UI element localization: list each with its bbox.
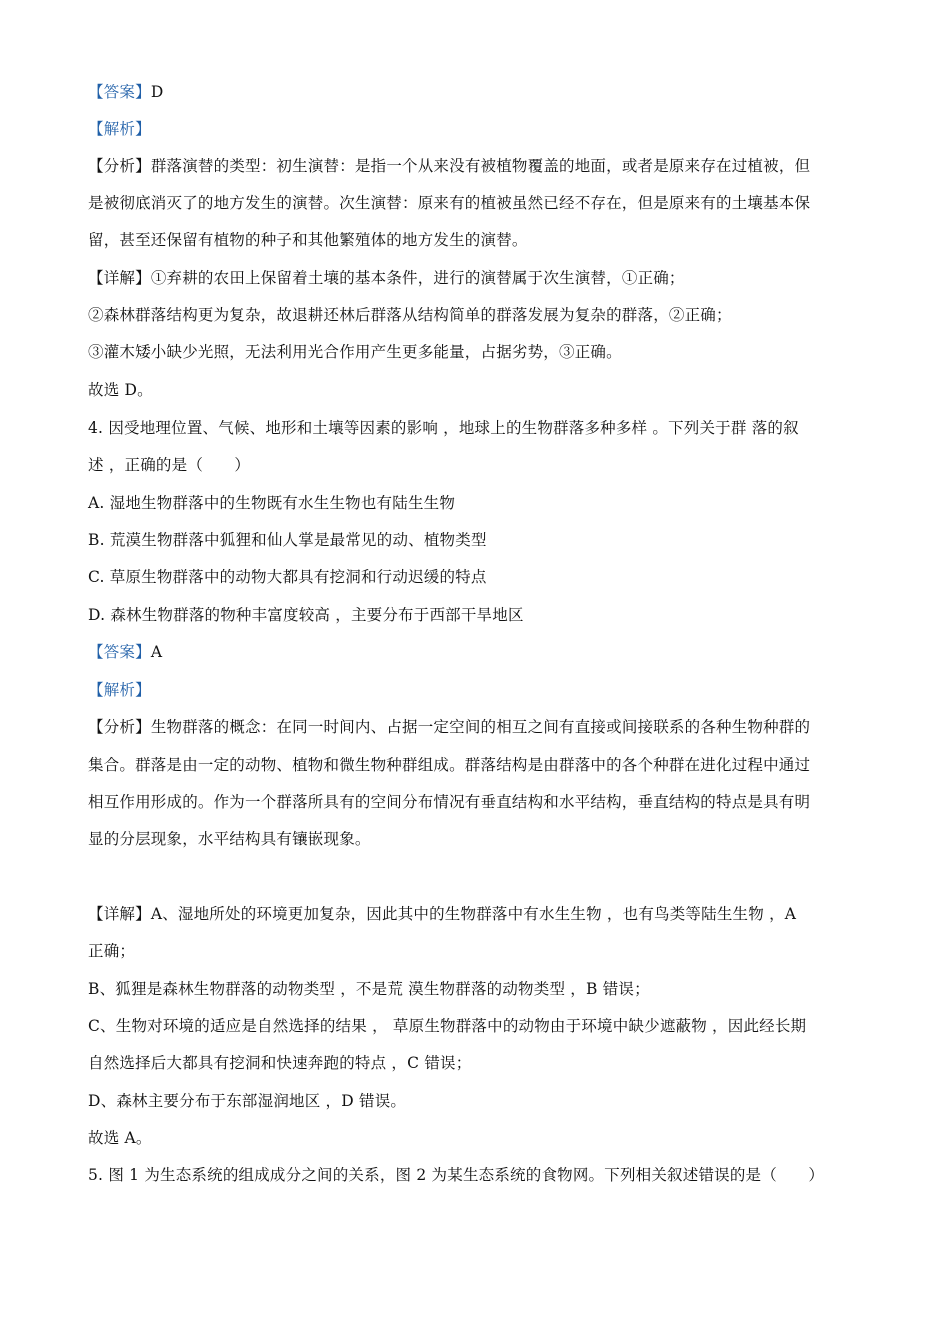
q4-fenxi-line-2: 集合。群落是由一定的动物、植物和微生物种群组成。群落结构是由群落中的各个种群在进化过程中通过 [88,756,811,774]
q4-xiangjie-line-6: D、森林主要分布于东部湿润地区 ，D 错误。 [88,1092,407,1110]
q3-answer-line [88,82,868,102]
fenxi-text: 生物群落的概念：在同一时间内、占据一定空间的相互之间有直接或间接联系的各种生物种群的 [150,718,811,736]
q4-option-d: D. 森林生物群落的物种丰富度较高 ，主要分布于西部干旱地区 [88,606,524,624]
fenxi-text: 群落演替的类型：初生演替：是指一个从来没有被植物覆盖的地面，或者是原来存在过植被，但 [150,157,811,175]
q4-answer-line [88,642,868,662]
answer-tag: 【答案】 [88,643,151,661]
q3-fenxi-line-3: 留，甚至还保留有植物的种子和其他繁殖体的地方发生的演替。 [88,231,528,249]
q3-xiangjie-line-3: ③灌木矮小缺少光照，无法利用光合作用产生更多能量，占据劣势，③正确。 [88,343,622,361]
q4-analysis-heading [88,680,868,700]
q3-xiangjie-line-2: ②森林群落结构更为复杂，故退耕还林后群落从结构简单的群落发展为复杂的群落，②正确； [88,306,732,324]
q4-fenxi-line-3: 相互作用形成的。作为一个群落所具有的空间分布情况有垂直结构和水平结构，垂直结构的特点是具有明 [88,793,811,811]
q3-fenxi-line-1 [88,156,868,176]
q4-option-c: C. 草原生物群落中的动物大都具有挖洞和行动迟缓的特点 [88,568,487,586]
q4-question-line-2: 述 ，正确的是（ ） [88,456,251,474]
analysis-tag: 【解析】 [88,681,151,699]
q3-fenxi-line-2: 是被彻底消灭了的地方发生的演替。次生演替：原来有的植被虽然已经不存在，但是原来有的土壤基本保 [88,194,811,212]
q4-xiangjie-line-5: 自然选择后大都具有挖洞和快速奔跑的特点 ，C 错误； [88,1054,472,1072]
q4-xiangjie-line-4: C、生物对环境的适应是自然选择的结果 ， 草原生物群落中的动物由于环境中缺少遮蔽物 ，因此经长期 [88,1017,807,1035]
q3-xiangjie-line-1 [88,268,868,288]
analysis-tag: 【解析】 [88,120,151,138]
q4-xiangjie-line-1 [88,904,868,924]
q4-xiangjie-line-3: B、狐狸是森林生物群落的动物类型 ，不是荒 漠生物群落的动物类型 ，B 错误； [88,980,650,998]
q4-xiangjie-line-2: 正确； [88,942,136,960]
q4-option-b: B. 荒漠生物群落中狐狸和仙人掌是最常见的动、植物类型 [88,531,487,549]
q4-question-line-1: 4. 因受地理位置、气候、地形和土壤等因素的影响 ，地球上的生物群落多种多样 。下列关于群 落的叙 [88,419,799,437]
xiangjie-tag: 【详解】 [88,905,151,923]
fenxi-tag: 【分析】 [88,718,151,736]
xiangjie-text: ①弃耕的农田上保留着土壤的基本条件，进行的演替属于次生演替，①正确； [150,269,685,287]
q3-conclusion: 故选 D。 [88,381,153,399]
answer-tag: 【答案】 [88,83,151,101]
answer-value: D [150,83,164,101]
q4-fenxi-line-1 [88,717,868,737]
xiangjie-text: A、湿地所处的环境更加复杂，因此其中的生物群落中有水生生物 ，也有鸟类等陆生生物 ，A [150,905,797,923]
answer-value: A [150,643,163,661]
fenxi-tag: 【分析】 [88,157,151,175]
q4-conclusion: 故选 A。 [88,1129,152,1147]
q4-fenxi-line-4: 显的分层现象，水平结构具有镶嵌现象。 [88,830,371,848]
q5-question: 5. 图 1 为生态系统的组成成分之间的关系，图 2 为某生态系统的食物网。下列相关叙述错误的是（ ） [88,1166,825,1184]
q3-analysis-heading [88,119,868,139]
xiangjie-tag: 【详解】 [88,269,151,287]
q4-option-a: A. 湿地生物群落中的生物既有水生生物也有陆生生物 [88,494,456,512]
